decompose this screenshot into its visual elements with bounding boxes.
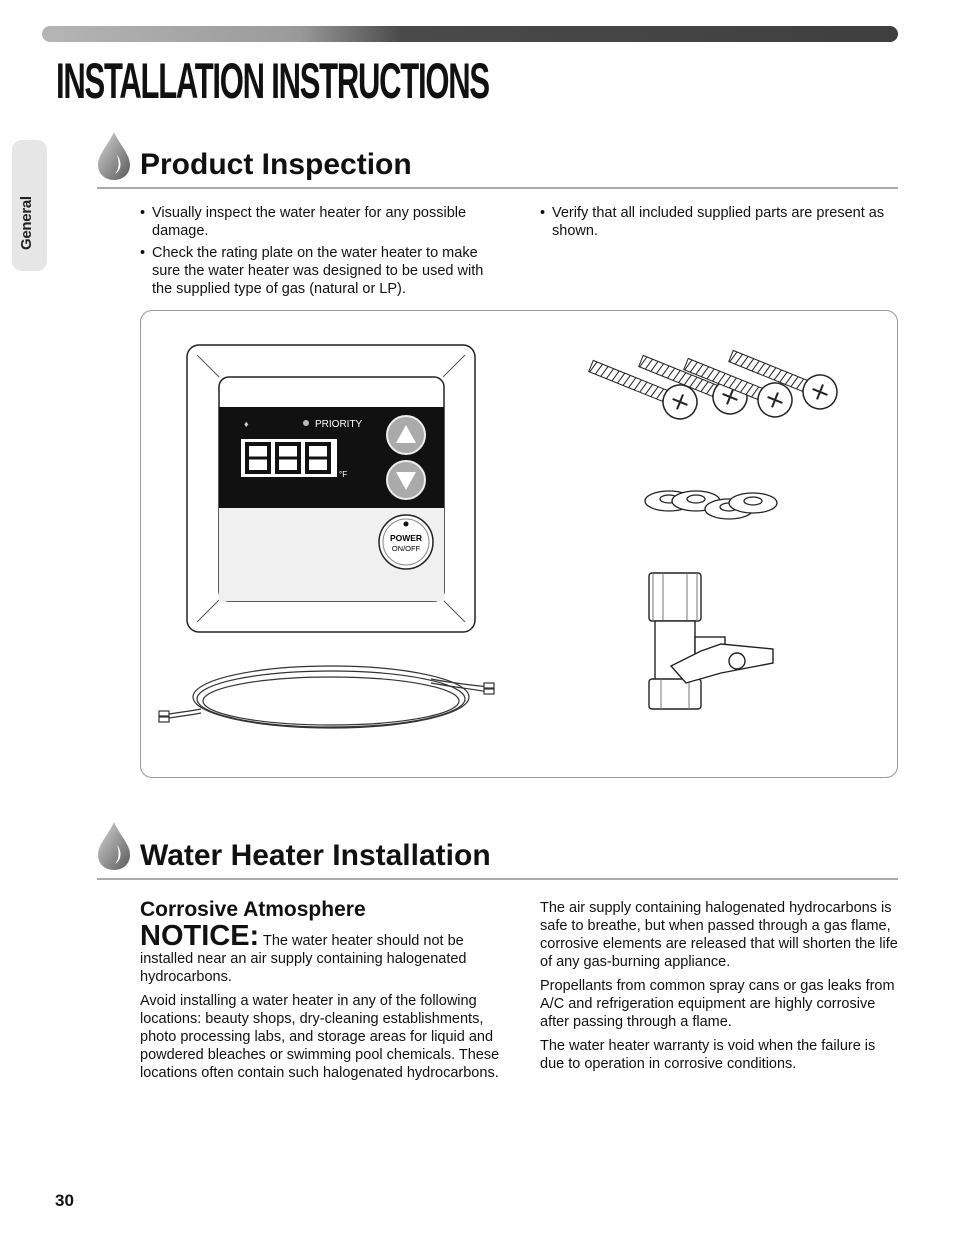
body-paragraph: Avoid installing a water heater in any of the following locations: beauty shops, dry-cleaning establishments, photo processing labs, and storage areas for liquid and powdered bleaches or swimming pool chemicals. These locations often contain such halogenated hydrocarbons. xyxy=(140,993,500,1081)
remote-cable xyxy=(159,666,494,728)
water-drop-icon xyxy=(95,820,133,872)
page-number: 30 xyxy=(55,1191,74,1210)
header-bar xyxy=(42,26,898,42)
section-divider xyxy=(97,187,898,189)
water-drop-icon xyxy=(95,130,133,182)
flame-indicator-icon: ♦ xyxy=(244,419,249,429)
temperature-up-button[interactable] xyxy=(387,416,425,454)
priority-led xyxy=(303,420,309,426)
inspection-right-column xyxy=(540,204,900,244)
shutoff-valve xyxy=(649,573,773,709)
installation-right-column xyxy=(540,899,900,1079)
section-heading-product-inspection: Product Inspection xyxy=(140,148,412,181)
subheading-corrosive-atmosphere: Corrosive Atmosphere xyxy=(140,898,366,921)
notice-text: The water heater should not be installed near an air supply containing halogenated hydrocarbons. xyxy=(140,933,467,985)
notice-label: NOTICE: xyxy=(140,920,260,952)
section-heading-water-heater-installation: Water Heater Installation xyxy=(140,839,491,872)
notice-paragraph xyxy=(140,920,510,986)
inspection-left-column xyxy=(140,204,505,302)
power-label: POWER xyxy=(389,533,423,543)
power-button[interactable] xyxy=(379,515,433,569)
section-divider xyxy=(97,878,898,880)
body-paragraph: The air supply containing halogenated hydrocarbons is safe to breathe, but when passed through a gas flame, corrosive elements are released that will shorten the life of any gas-burning appliance. xyxy=(540,900,898,970)
washers xyxy=(645,491,777,519)
degree-label: °F xyxy=(339,470,348,479)
priority-label: PRIORITY xyxy=(315,419,363,430)
temperature-down-button[interactable] xyxy=(387,461,425,499)
bullet-item: • Verify that all included supplied parts are present as shown. xyxy=(540,204,900,240)
body-paragraph: The water heater warranty is void when the failure is due to operation in corrosive conditions. xyxy=(540,1038,876,1072)
bullet-item: • Visually inspect the water heater for any possible damage. xyxy=(140,204,505,240)
side-tab-label: General xyxy=(18,196,35,250)
onoff-label: ON/OFF xyxy=(391,544,421,553)
bullet-item: • Check the rating plate on the water heater to make sure the water heater was designed to be used with the supplied type of gas (natural or LP). xyxy=(140,244,505,298)
mounting-screws xyxy=(585,340,843,424)
remote-controller xyxy=(187,345,475,632)
side-tab-general xyxy=(12,140,47,271)
installation-left-column xyxy=(140,920,510,1088)
body-paragraph: Propellants from common spray cans or gas leaks from A/C and refrigeration equipment are highly corrosive after passing through a flame. xyxy=(540,978,895,1030)
supplied-parts-illustration xyxy=(140,310,898,778)
page-title: INSTALLATION INSTRUCTIONS xyxy=(56,53,489,109)
